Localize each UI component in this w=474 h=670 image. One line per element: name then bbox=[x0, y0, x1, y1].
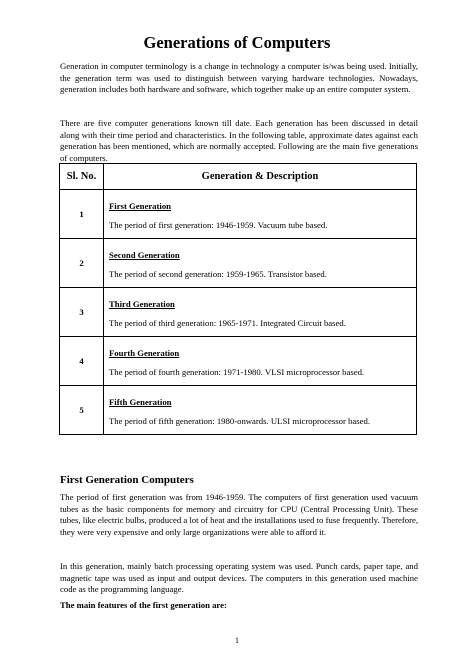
table-row bbox=[60, 337, 417, 386]
table-header-row bbox=[60, 164, 417, 190]
row-number: 1 bbox=[60, 190, 104, 239]
section-paragraph: In this generation, mainly batch processing operating system was used. Punch cards, paper tape, and magnetic tape was used as input and output devices. The computers in this generation used machine code as the programming language. bbox=[60, 561, 418, 594]
generation-name: First Generation bbox=[109, 201, 172, 211]
page-number: 1 bbox=[235, 636, 239, 645]
row-number: 3 bbox=[60, 288, 104, 337]
section-heading: First Generation Computers bbox=[60, 474, 194, 486]
generation-cell bbox=[104, 239, 417, 288]
generation-cell bbox=[104, 288, 417, 337]
row-number: 2 bbox=[60, 239, 104, 288]
generation-cell bbox=[104, 190, 417, 239]
table-row bbox=[60, 239, 417, 288]
generation-name: Second Generation bbox=[109, 250, 180, 260]
generation-name: Fourth Generation bbox=[109, 348, 180, 358]
generation-description: The period of fourth generation: 1971-1980. VLSI microprocessor based. bbox=[109, 367, 365, 377]
features-heading: The main features of the first generation are: bbox=[60, 600, 227, 610]
generation-description: The period of first generation: 1946-1959. Vacuum tube based. bbox=[109, 220, 328, 230]
row-number: 5 bbox=[60, 386, 104, 435]
row-number: 4 bbox=[60, 337, 104, 386]
generation-description: The period of second generation: 1959-1965. Transistor based. bbox=[109, 269, 327, 279]
generation-name: Fifth Generation bbox=[109, 397, 172, 407]
section-paragraph: The period of first generation was from 1946-1959. The computers of first generation used vacuum tubes as the basic components for memory and circuitry for CPU (Central Processing Unit). These tubes, like electric bulbs, produced a lot of heat and the installations used to fuse frequently. Therefore, they were very expensive and only large organizations were able to afford it. bbox=[60, 492, 418, 537]
generations-table bbox=[59, 163, 417, 435]
intro-paragraph: Generation in computer terminology is a change in technology a computer is/was being used. Initially, the generation term was used to distinguish between varying hardware technologies. Nowadays, generation includes both hardware and software, which together make up an entire computer system. bbox=[60, 61, 418, 94]
generation-description: The period of fifth generation: 1980-onwards. ULSI microprocessor based. bbox=[109, 416, 371, 426]
intro-paragraph: There are five computer generations known till date. Each generation has been discussed in detail along with their time period and characteristics. In the following table, approximate dates against each generation has been mentioned, which are normally accepted. Following are the main five generations of computers. bbox=[60, 118, 418, 163]
generation-description: The period of third generation: 1965-1971. Integrated Circuit based. bbox=[109, 318, 346, 328]
generation-cell bbox=[104, 386, 417, 435]
table-row bbox=[60, 288, 417, 337]
column-header-sl-no: Sl. No. bbox=[60, 164, 104, 190]
table-row bbox=[60, 190, 417, 239]
generation-cell bbox=[104, 337, 417, 386]
generation-name: Third Generation bbox=[109, 299, 175, 309]
table-row bbox=[60, 386, 417, 435]
page-title: Generations of Computers bbox=[143, 33, 331, 52]
column-header-generation: Generation & Description bbox=[104, 164, 417, 190]
